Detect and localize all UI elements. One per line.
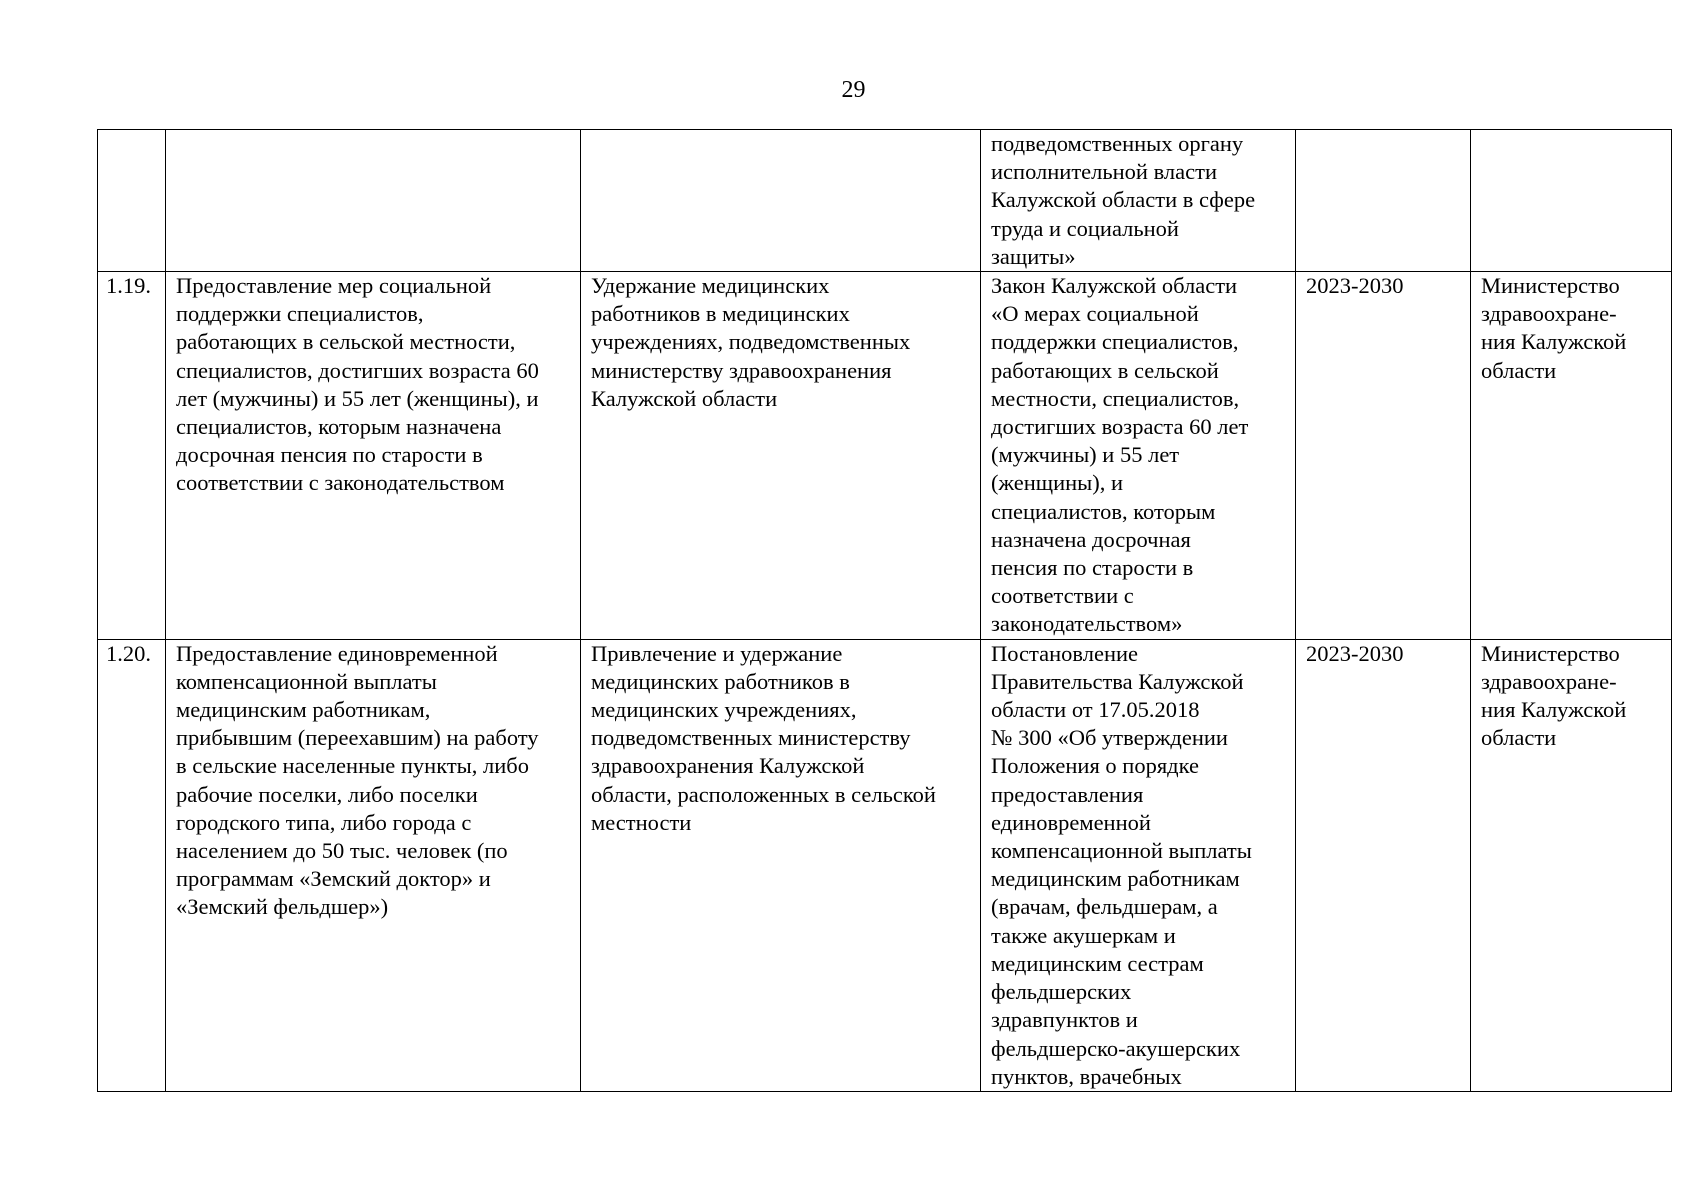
measure-line: работающих в сельской местности, xyxy=(176,329,516,355)
measure-line: компенсационной выплаты xyxy=(176,668,437,694)
table-row xyxy=(98,130,1672,272)
executor-cell xyxy=(1471,272,1672,640)
executor-cell xyxy=(1471,130,1672,272)
measure-line: поддержки специалистов, xyxy=(176,301,424,327)
legal-basis-line: поддержки специалистов, xyxy=(991,329,1239,355)
goal-line: области, расположенных в сельской xyxy=(591,781,936,807)
measure-cell xyxy=(166,639,581,1091)
legal-basis-line: № 300 «Об утверждении xyxy=(991,725,1228,751)
executor-line: Министерство xyxy=(1481,273,1620,299)
goal-line: работников в медицинских xyxy=(591,301,850,327)
legal-basis-line: компенсационной выплаты xyxy=(991,838,1252,864)
legal-basis-line: единовременной xyxy=(991,809,1151,835)
goal-line: подведомственных министерству xyxy=(591,725,911,751)
legal-basis-cell xyxy=(981,639,1296,1091)
goal-line: медицинских работников в xyxy=(591,668,850,694)
period-cell xyxy=(1296,130,1471,272)
row-number-cell: 1.20. xyxy=(98,639,166,1091)
executor-line: области xyxy=(1481,357,1557,383)
executor-line: Министерство xyxy=(1481,640,1620,666)
table-row xyxy=(98,639,1672,1091)
measure-line: досрочная пенсия по старости в xyxy=(176,442,483,468)
legal-basis-line: специалистов, которым xyxy=(991,498,1216,524)
period-cell: 2023-2030 xyxy=(1296,272,1471,640)
legal-basis-line: предоставления xyxy=(991,781,1144,807)
legal-basis-line: здравпунктов и xyxy=(991,1007,1138,1033)
row-number-cell xyxy=(98,130,166,272)
legal-basis-line: также акушеркам и xyxy=(991,922,1176,948)
executor-line: ния Калужской xyxy=(1481,329,1627,355)
goal-line: Удержание медицинских xyxy=(591,273,830,299)
row-number-cell: 1.19. xyxy=(98,272,166,640)
goal-line: учреждениях, подведомственных xyxy=(591,329,911,355)
legal-basis-line: медицинским работникам xyxy=(991,866,1240,892)
measure-cell xyxy=(166,130,581,272)
executor-line: ния Калужской xyxy=(1481,697,1627,723)
legal-basis-line: работающих в сельской xyxy=(991,357,1219,383)
executor-cell xyxy=(1471,639,1672,1091)
period-cell: 2023-2030 xyxy=(1296,639,1471,1091)
measure-line: лет (мужчины) и 55 лет (женщины), и xyxy=(176,385,539,411)
measure-line: соответствии с законодательством xyxy=(176,470,505,496)
legal-basis-line: фельдшерских xyxy=(991,979,1132,1005)
legal-basis-line: законодательством» xyxy=(991,611,1183,637)
legal-basis-line: Положения о порядке xyxy=(991,753,1199,779)
legal-basis-line: (мужчины) и 55 лет xyxy=(991,442,1180,468)
measures-table xyxy=(97,129,1672,1092)
legal-basis-line: достигших возраста 60 лет xyxy=(991,414,1249,440)
measure-line: в сельские населенные пункты, либо xyxy=(176,753,529,779)
legal-basis-line: Калужской области в сфере xyxy=(991,187,1256,213)
measure-line: рабочие поселки, либо поселки xyxy=(176,781,478,807)
legal-basis-line: подведомственных органу xyxy=(991,131,1244,156)
legal-basis-line: назначена досрочная xyxy=(991,526,1191,552)
goal-line: Привлечение и удержание xyxy=(591,640,843,666)
goal-cell xyxy=(581,130,981,272)
legal-basis-line: пунктов, врачебных xyxy=(991,1063,1182,1089)
legal-basis-cell xyxy=(981,130,1296,272)
goal-cell xyxy=(581,272,981,640)
goal-line: местности xyxy=(591,809,692,835)
legal-basis-line: труда и социальной xyxy=(991,215,1179,241)
legal-basis-line: фельдшерско-акушерских xyxy=(991,1035,1241,1061)
goal-cell xyxy=(581,639,981,1091)
legal-basis-line: (женщины), и xyxy=(991,470,1124,496)
legal-basis-line: исполнительной власти xyxy=(991,159,1217,185)
measure-line: программам «Земский доктор» и xyxy=(176,866,491,892)
legal-basis-line: области от 17.05.2018 xyxy=(991,697,1200,723)
measure-line: медицинским работникам, xyxy=(176,697,431,723)
page-number: 29 xyxy=(841,77,866,103)
legal-basis-cell xyxy=(981,272,1296,640)
legal-basis-line: «О мерах социальной xyxy=(991,301,1199,327)
legal-basis-line: Закон Калужской области xyxy=(991,273,1238,299)
table-body xyxy=(98,130,1672,1092)
measure-line: населением до 50 тыс. человек (по xyxy=(176,838,508,864)
measure-line: городского типа, либо города с xyxy=(176,809,472,835)
measure-cell xyxy=(166,272,581,640)
executor-line: области xyxy=(1481,725,1557,751)
measure-line: специалистов, которым назначена xyxy=(176,414,502,440)
executor-line: здравоохране- xyxy=(1481,668,1617,694)
goal-line: медицинских учреждениях, xyxy=(591,697,857,723)
goal-line: Калужской области xyxy=(591,385,778,411)
measure-line: Предоставление единовременной xyxy=(176,640,498,666)
legal-basis-line: защиты» xyxy=(991,243,1076,269)
legal-basis-line: (врачам, фельдшерам, а xyxy=(991,894,1218,920)
goal-line: здравоохранения Калужской xyxy=(591,753,865,779)
legal-basis-line: соответствии с xyxy=(991,583,1134,609)
measure-line: специалистов, достигших возраста 60 xyxy=(176,357,539,383)
goal-line: министерству здравоохранения xyxy=(591,357,892,383)
measure-line: прибывшим (переехавшим) на работу xyxy=(176,725,539,751)
legal-basis-line: пенсия по старости в xyxy=(991,555,1194,581)
table-row xyxy=(98,272,1672,640)
measure-line: Предоставление мер социальной xyxy=(176,273,492,299)
legal-basis-line: местности, специалистов, xyxy=(991,385,1240,411)
legal-basis-line: Правительства Калужской xyxy=(991,668,1244,694)
legal-basis-line: Постановление xyxy=(991,640,1139,666)
legal-basis-line: медицинским сестрам xyxy=(991,950,1204,976)
measure-line: «Земский фельдшер») xyxy=(176,894,389,920)
executor-line: здравоохране- xyxy=(1481,301,1617,327)
